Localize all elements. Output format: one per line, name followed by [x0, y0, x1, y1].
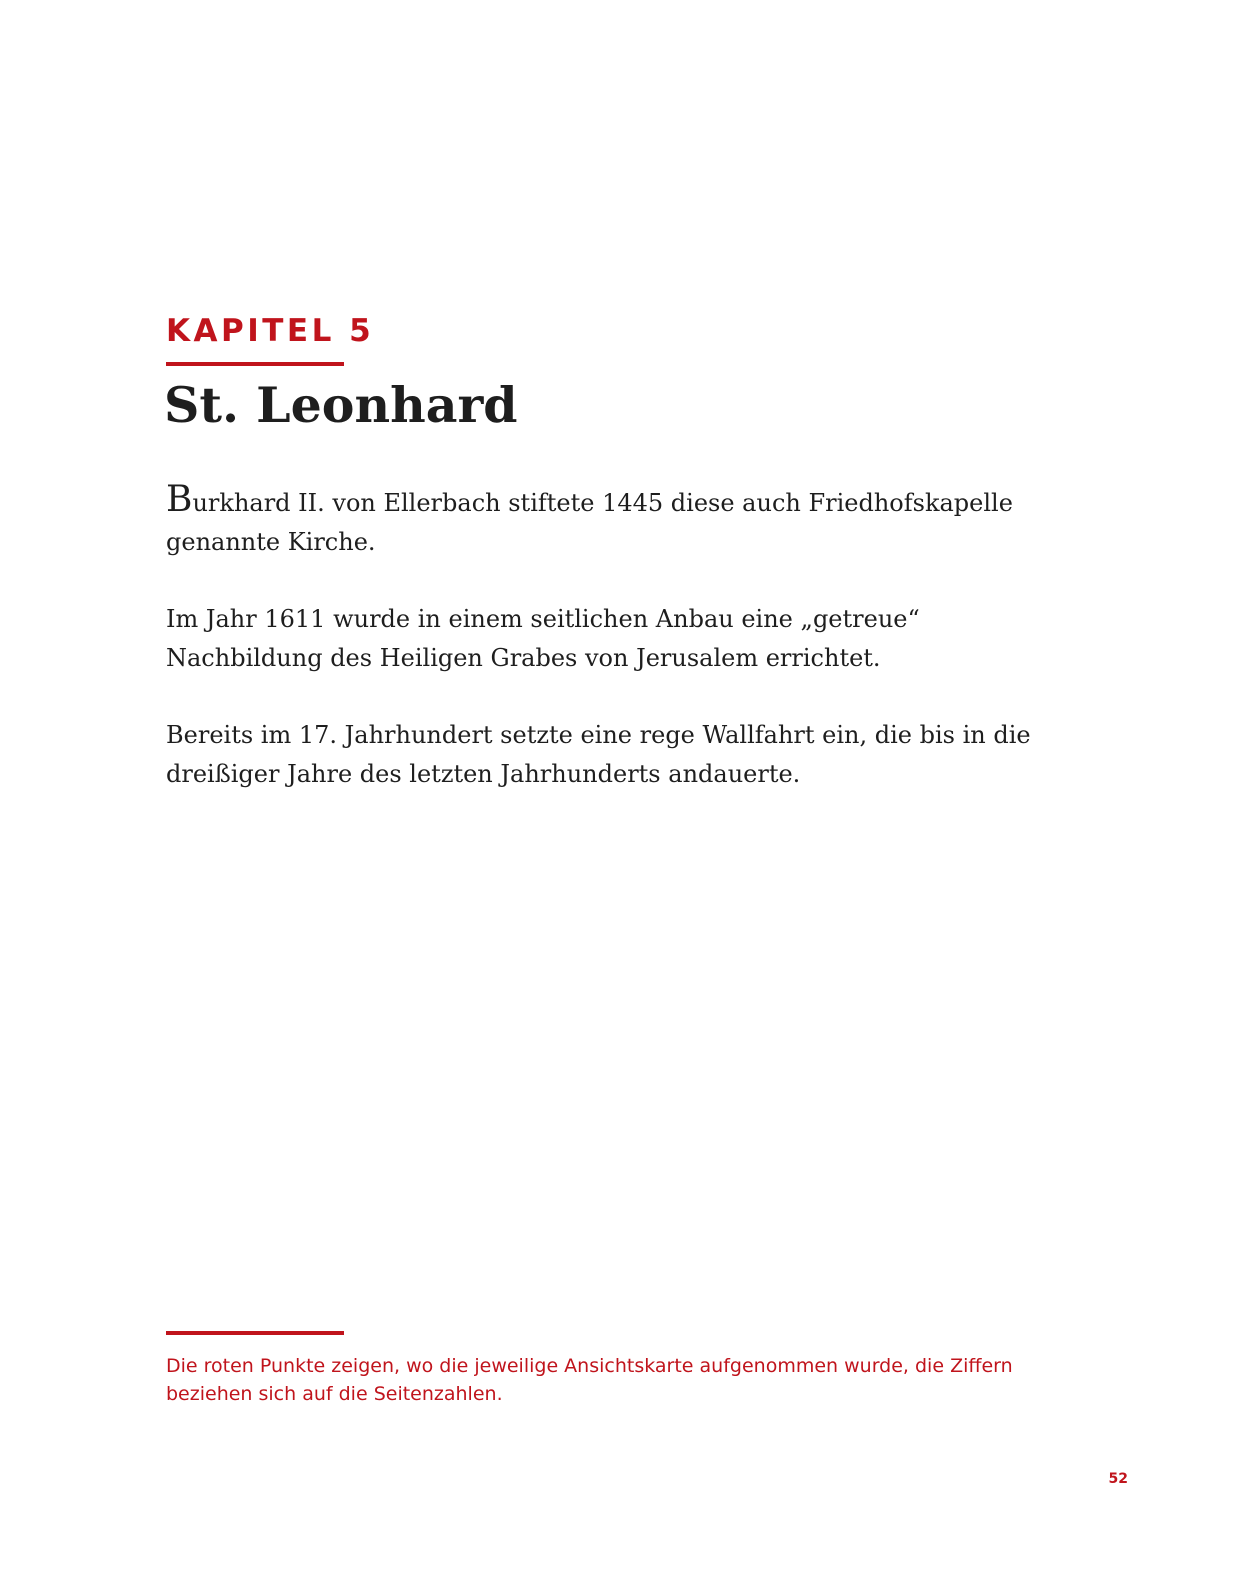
chapter-title: St. Leonhard [164, 376, 518, 434]
initial-letter: B [166, 479, 193, 520]
paragraph-1-text: urkhard II. von Ellerbach stiftete 1445 diese auch Friedhofskapelle genannte Kirche. [166, 489, 1013, 556]
body-text [166, 479, 1066, 832]
chapter-underline [166, 362, 344, 366]
page-number: 52 [1108, 1471, 1128, 1487]
paragraph-2: Im Jahr 1611 wurde in einem seitlichen Anbau eine „getreue“ Nachbildung des Heiligen Grabes von Jerusalem errichtet. [166, 605, 920, 672]
footnote-text: Die roten Punkte zeigen, wo die jeweilige Ansichtskarte aufgenommen wurde, die Ziffern beziehen sich auf die Seitenzahlen. [166, 1355, 1013, 1405]
paragraph-1 [166, 479, 1066, 562]
footnote-divider [166, 1331, 344, 1335]
chapter-label: KAPITEL 5 [166, 313, 375, 349]
paragraph-3: Bereits im 17. Jahrhundert setzte eine rege Wallfahrt ein, die bis in die dreißiger Jahre des letzten Jahrhunderts andauerte. [166, 721, 1031, 788]
